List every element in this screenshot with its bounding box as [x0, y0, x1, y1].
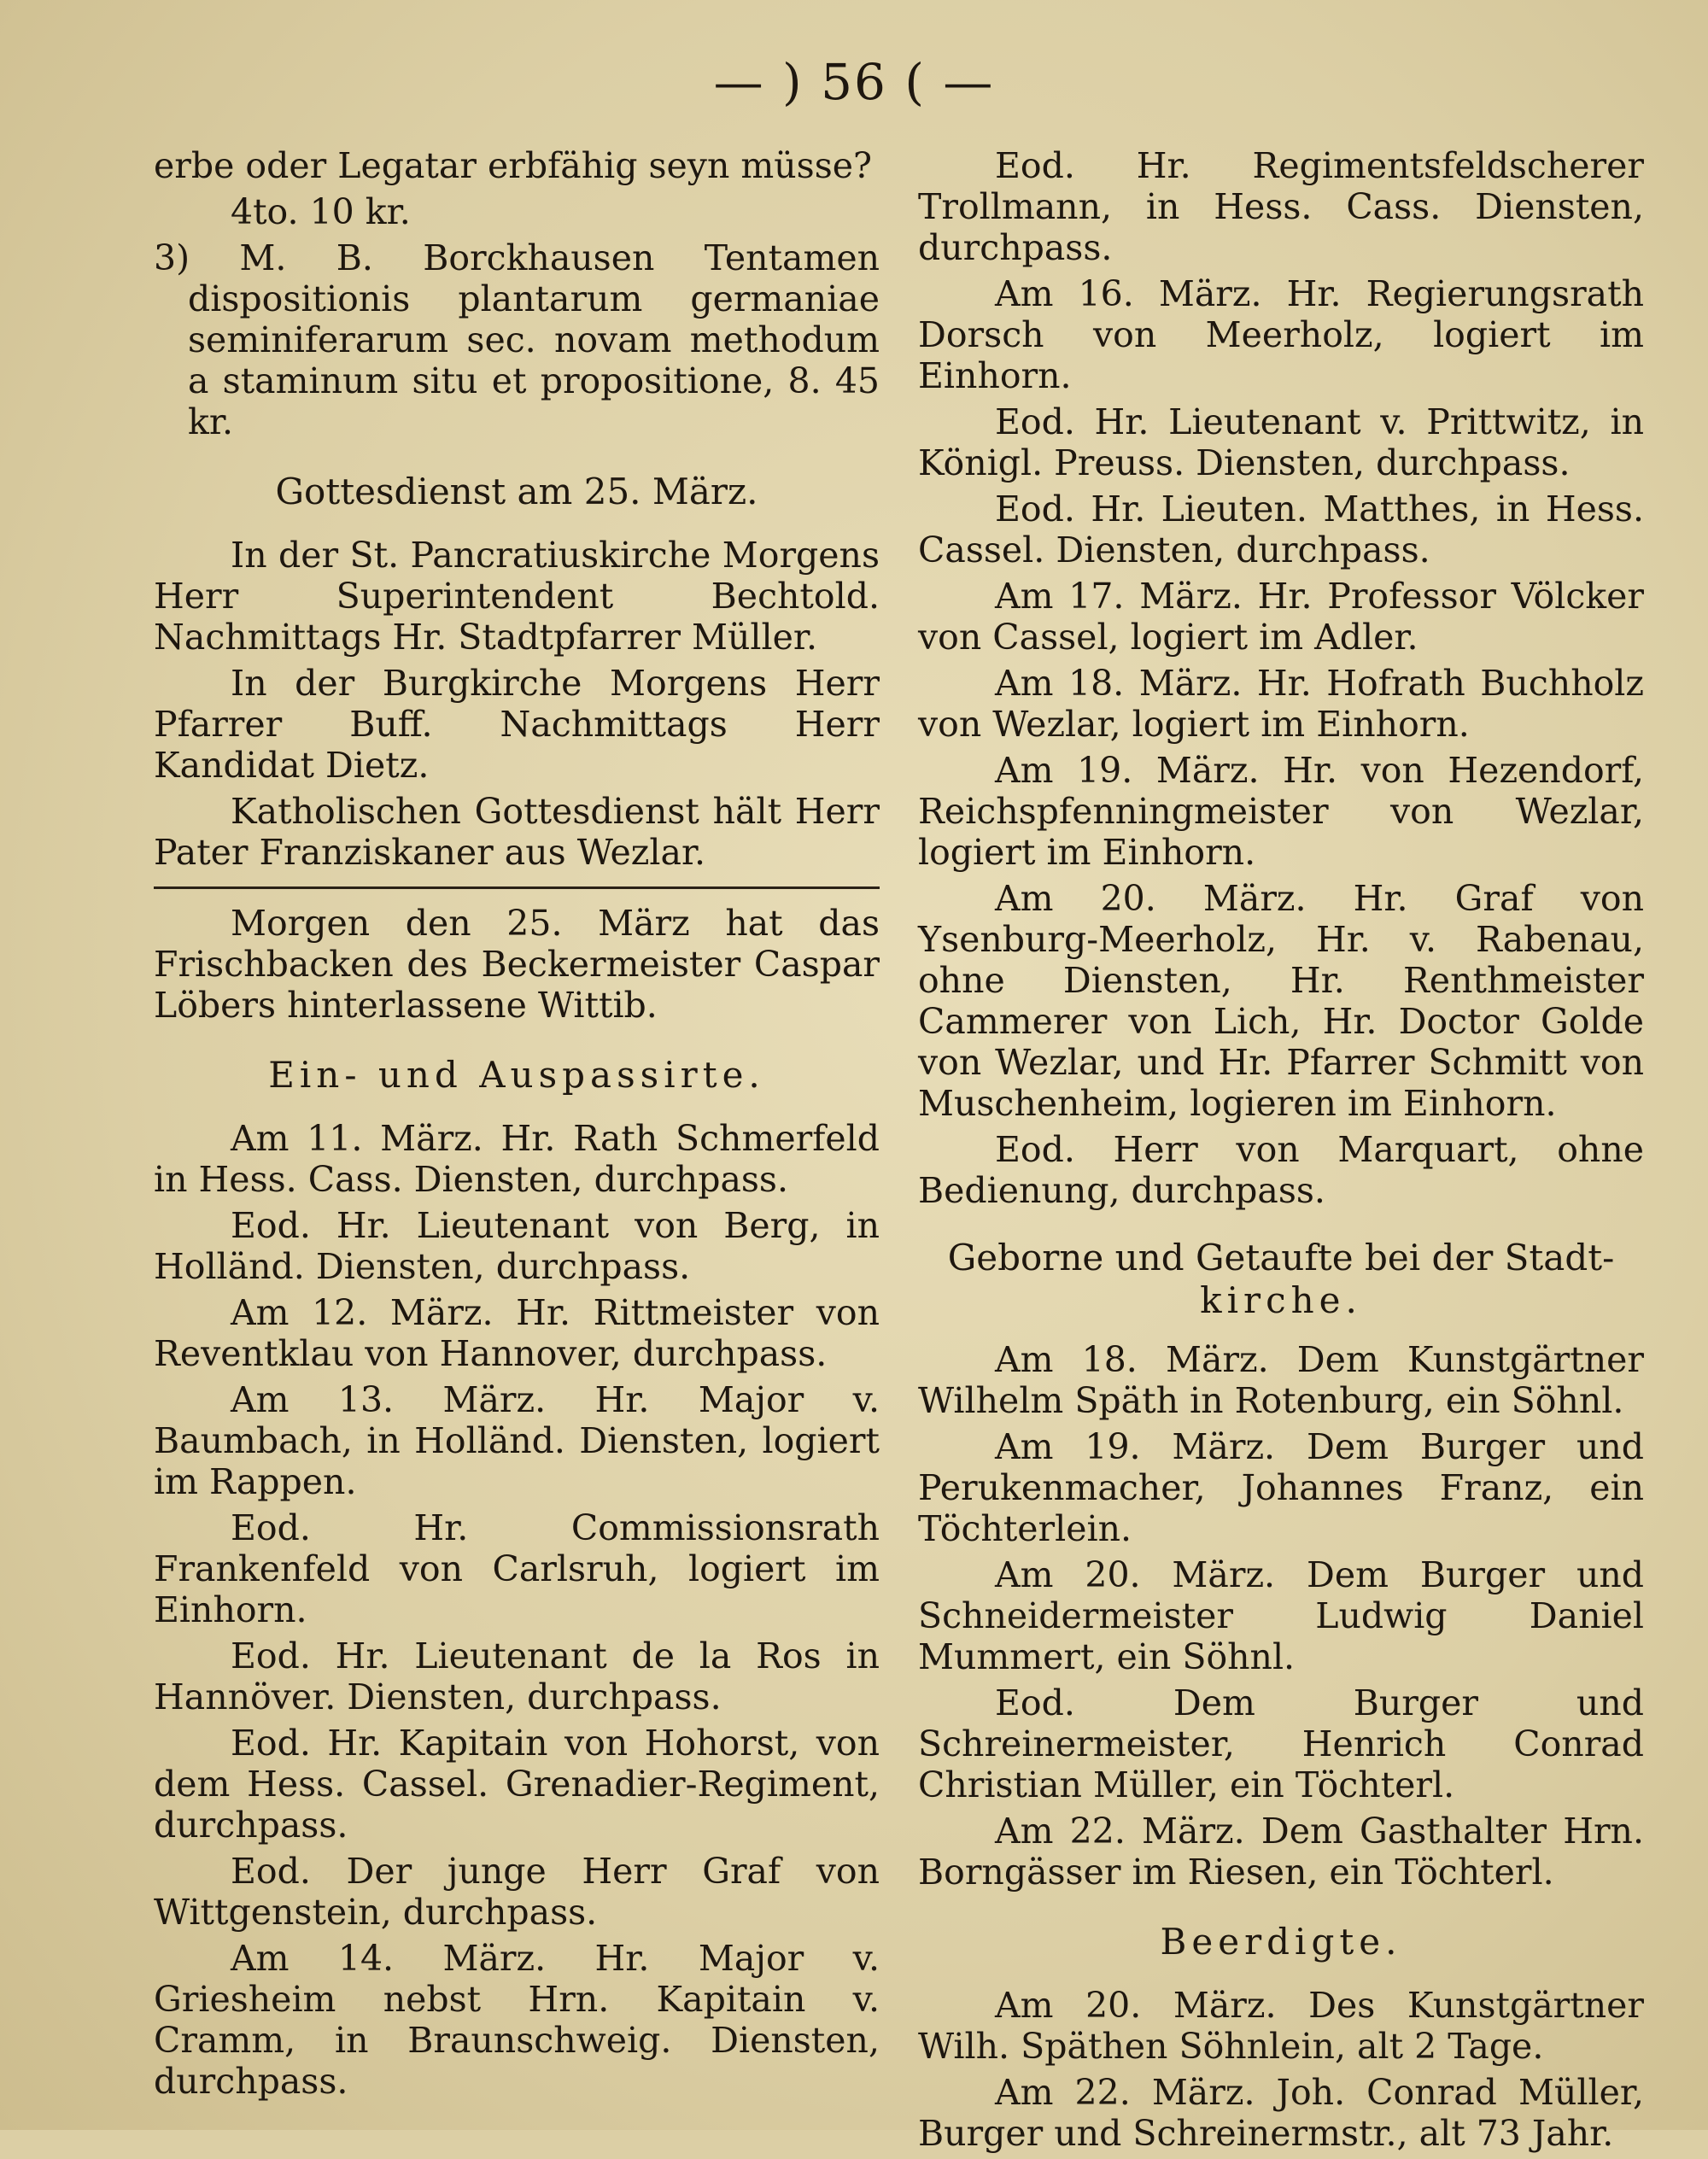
passanten-entry: Eod. Hr. Commissionsrath Frankenfeld von Carlsruh, logiert im Einhorn.: [154, 1507, 880, 1630]
passanten-entry: Am 16. März. Hr. Regierungsrath Dorsch von Meerholz, logiert im Einhorn.: [918, 273, 1644, 396]
passanten-entry: Eod. Hr. Kapitain von Hohorst, von dem Hess. Cassel. Grenadier-Regiment, durchpass.: [154, 1723, 880, 1846]
intro-book-entry: 3) M. B. Borckhausen Tentamen dispositionis plantarum germaniae seminiferarum sec. novam methodum a staminum situ et propositione, 8. 45 kr.: [154, 237, 880, 442]
passanten-entry: Am 13. März. Hr. Major v. Baumbach, in Holländ. Diensten, logiert im Rappen.: [154, 1379, 880, 1502]
page-number: — ) 56 ( —: [713, 53, 995, 111]
passanten-entry: Eod. Hr. Lieutenant v. Prittwitz, in Königl. Preuss. Diensten, durchpass.: [918, 401, 1644, 483]
left-column: [154, 145, 880, 2107]
geborne-entry: Eod. Dem Burger und Schreinermeister, Henrich Conrad Christian Müller, ein Töchterl.: [918, 1682, 1644, 1805]
gottesdienst-entry: In der Burgkirche Morgens Herr Pfarrer Buff. Nachmittags Herr Kandidat Dietz.: [154, 663, 880, 786]
passanten-entry: Eod. Hr. Lieutenant von Berg, in Holländ. Diensten, durchpass.: [154, 1205, 880, 1287]
passanten-entry: Am 18. März. Hr. Hofrath Buchholz von Wezlar, logiert im Einhorn.: [918, 663, 1644, 745]
gottesdienst-entry: In der St. Pancratiuskirche Morgens Herr Superintendent Bechtold. Nachmittags Hr. Stadtpfarrer Müller.: [154, 535, 880, 658]
beerdigte-entry: Am 20. März. Des Kunstgärtner Wilh. Späthen Söhnlein, alt 2 Tage.: [918, 1985, 1644, 2067]
section-divider: [154, 886, 880, 889]
geborne-entry: Am 18. März. Dem Kunstgärtner Wilhelm Späth in Rotenburg, ein Söhnl.: [918, 1339, 1644, 1421]
passanten-entry: Eod. Hr. Regimentsfeldscherer Trollmann, in Hess. Cass. Diensten, durchpass.: [918, 145, 1644, 268]
bakery-notice: Morgen den 25. März hat das Frischbacken des Beckermeister Caspar Löbers hinterlassene Wittib.: [154, 903, 880, 1026]
passanten-entry: Am 14. März. Hr. Major v. Griesheim nebst Hrn. Kapitain v. Cramm, in Braunschweig. Diensten, durchpass.: [154, 1938, 880, 2102]
passanten-entry: Am 19. März. Hr. von Hezendorf, Reichspfenningmeister von Wezlar, logiert im Einhorn.: [918, 750, 1644, 873]
right-column: [918, 145, 1644, 2159]
passanten-entry: Eod. Herr von Marquart, ohne Bedienung, durchpass.: [918, 1129, 1644, 1211]
passanten-heading: Ein- und Auspassirte.: [268, 1054, 765, 1096]
geborne-entry: Am 20. März. Dem Burger und Schneidermeister Ludwig Daniel Mummert, ein Söhnl.: [918, 1554, 1644, 1677]
geborne-heading-line-1: Geborne und Getaufte bei der Stadt-: [947, 1237, 1615, 1278]
geborne-heading: [918, 1237, 1644, 1322]
intro-line-2: 4to. 10 kr.: [231, 191, 411, 232]
passanten-entry: Am 17. März. Hr. Professor Völcker von Cassel, logiert im Adler.: [918, 576, 1644, 658]
geborne-entry: Am 19. März. Dem Burger und Perukenmacher, Johannes Franz, ein Töchterlein.: [918, 1426, 1644, 1549]
beerdigte-entry: Am 22. März. Joh. Conrad Müller, Burger und Schreinermstr., alt 73 Jahr.: [918, 2072, 1644, 2154]
passanten-entry: Am 12. März. Hr. Rittmeister von Reventklau von Hannover, durchpass.: [154, 1292, 880, 1374]
geborne-heading-line-2: kirche.: [1200, 1279, 1362, 1321]
passanten-entry: Eod. Der junge Herr Graf von Wittgenstein, durchpass.: [154, 1851, 880, 1933]
geborne-entry: Am 22. März. Dem Gasthalter Hrn. Borngässer im Riesen, ein Töchterl.: [918, 1811, 1644, 1893]
gottesdienst-heading: Gottesdienst am 25. März.: [275, 471, 758, 512]
beerdigte-heading: Beerdigte.: [1160, 1921, 1402, 1963]
passanten-entry: Am 20. März. Hr. Graf von Ysenburg-Meerholz, Hr. v. Rabenau, ohne Diensten, Hr. Renthmeister Cammerer von Lich, Hr. Doctor Golde von Wezlar, und Hr. Pfarrer Schmitt von Muschenheim, logieren im Einhorn.: [918, 878, 1644, 1124]
passanten-entry: Eod. Hr. Lieutenant de la Ros in Hannöver. Diensten, durchpass.: [154, 1635, 880, 1717]
gottesdienst-entry: Katholischen Gottesdienst hält Herr Pater Franziskaner aus Wezlar.: [154, 791, 880, 873]
passanten-entry: Eod. Hr. Lieuten. Matthes, in Hess. Cassel. Diensten, durchpass.: [918, 489, 1644, 570]
intro-line-1: erbe oder Legatar erbfähig seyn müsse?: [154, 145, 873, 186]
passanten-entry: Am 11. März. Hr. Rath Schmerfeld in Hess. Cass. Diensten, durchpass.: [154, 1118, 880, 1200]
